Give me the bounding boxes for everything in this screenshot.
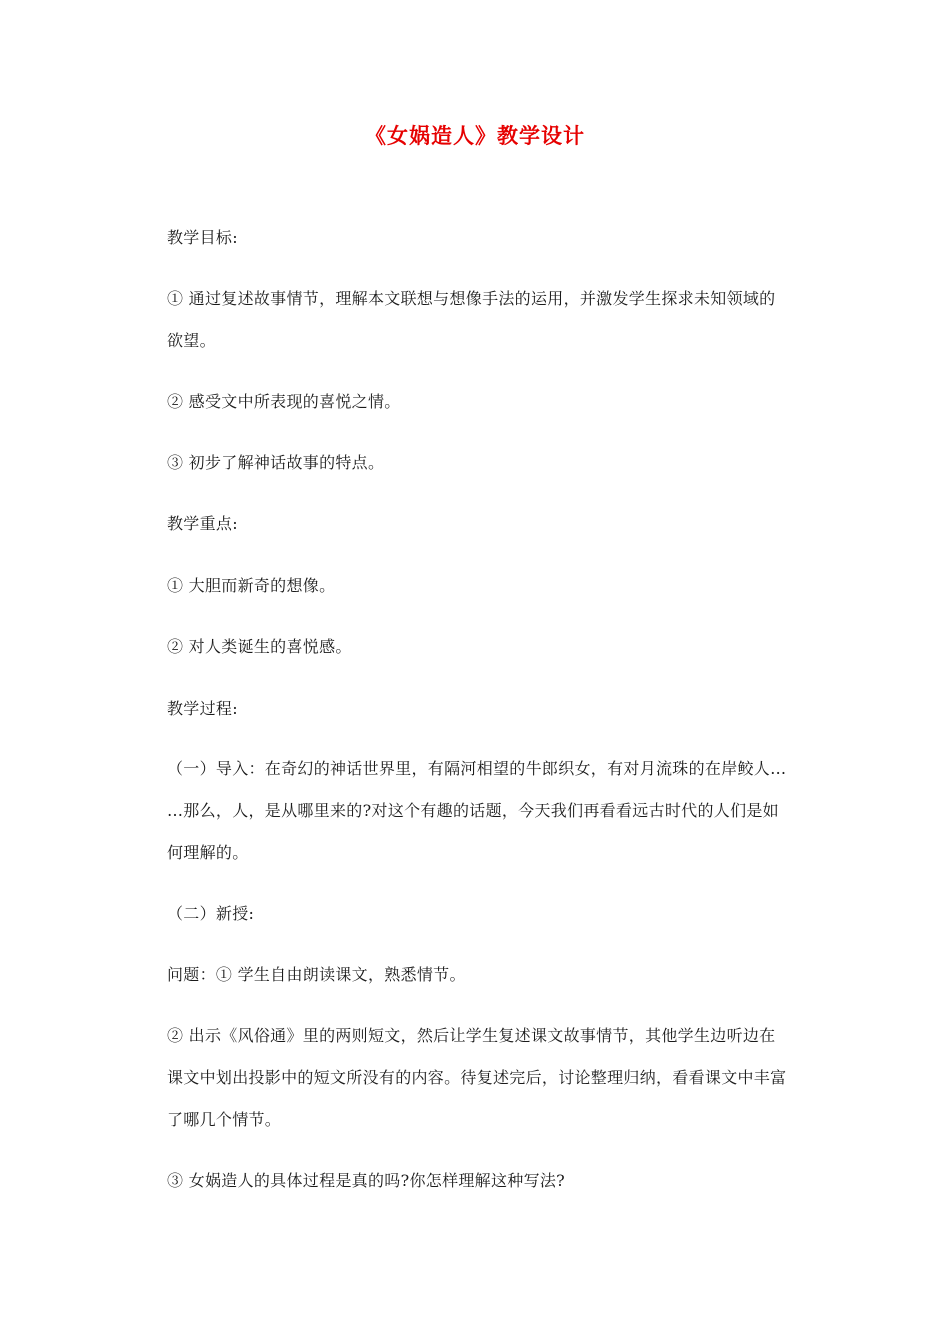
objective-2: ② 感受文中所表现的喜悦之情。 xyxy=(167,392,401,411)
document-title: 《女娲造人》教学设计 xyxy=(365,123,585,148)
question-2-line-3: 了哪几个情节。 xyxy=(167,1110,282,1129)
process-heading: 教学过程: xyxy=(167,699,238,718)
focus-1: ① 大胆而新奇的想像。 xyxy=(167,576,336,595)
objective-1-line-2: 欲望。 xyxy=(167,331,216,350)
intro-line-1: （一）导入：在奇幻的神话世界里，有隔河相望的牛郎织女，有对月流珠的在岸鲛人… xyxy=(167,759,787,778)
objectives-heading: 教学目标: xyxy=(167,228,238,247)
objective-1-line-1: ① 通过复述故事情节，理解本文联想与想像手法的运用，并激发学生探求未知领域的 xyxy=(167,289,776,308)
new-lesson-heading: （二）新授: xyxy=(167,904,255,923)
intro-line-3: 何理解的。 xyxy=(167,843,249,862)
focus-2: ② 对人类诞生的喜悦感。 xyxy=(167,637,352,656)
question-2-line-1: ② 出示《风俗通》里的两则短文，然后让学生复述课文故事情节，其他学生边听边在 xyxy=(167,1026,776,1045)
question-2 xyxy=(167,1015,817,1141)
question-2-line-2: 课文中划出投影中的短文所没有的内容。待复述完后，讨论整理归纳，看看课文中丰富 xyxy=(167,1068,787,1087)
question-1: 问题：① 学生自由朗读课文，熟悉情节。 xyxy=(167,965,466,984)
intro-paragraph xyxy=(167,748,817,874)
intro-line-2: …那么，人，是从哪里来的?对这个有趣的话题，今天我们再看看远古时代的人们是如 xyxy=(167,801,779,820)
objective-3: ③ 初步了解神话故事的特点。 xyxy=(167,453,385,472)
question-3: ③ 女娲造人的具体过程是真的吗?你怎样理解这种写法? xyxy=(167,1171,566,1190)
objective-1 xyxy=(167,278,817,362)
focus-heading: 教学重点: xyxy=(167,514,238,533)
